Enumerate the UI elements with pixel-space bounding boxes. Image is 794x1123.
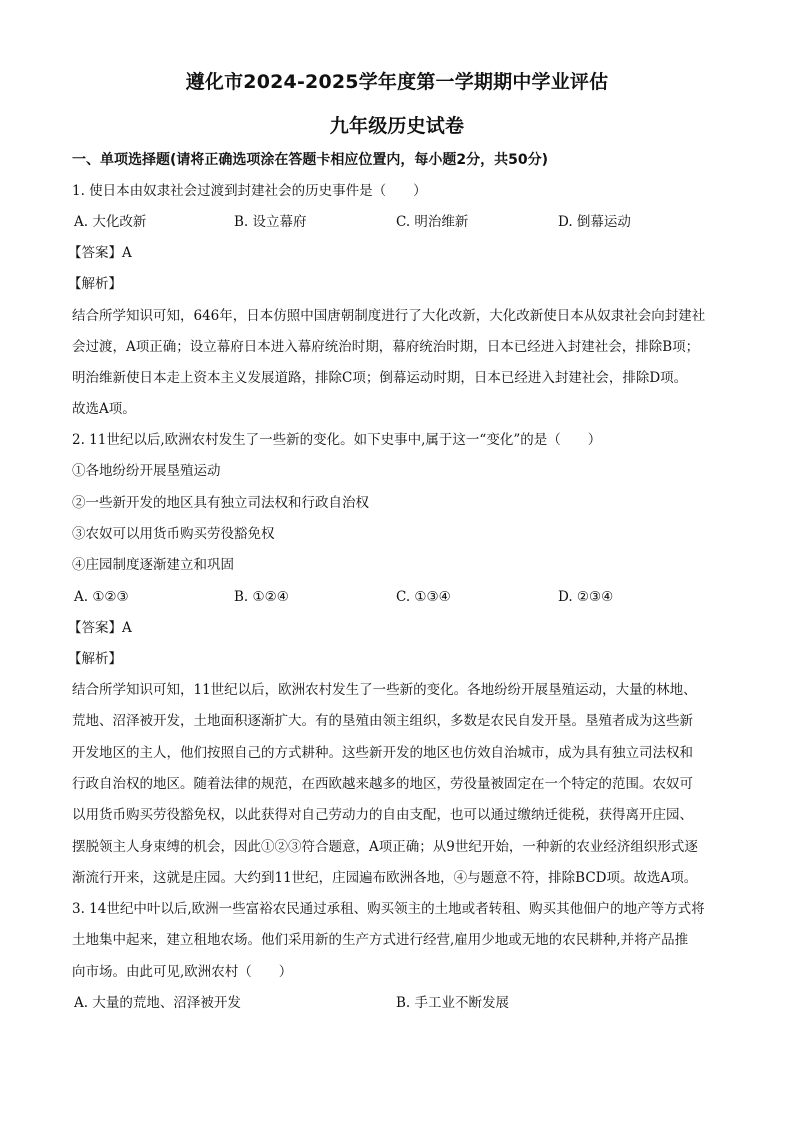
exam-title: 遵化市2024-2025学年度第一学期期中学业评估 — [185, 71, 609, 93]
section-heading: 一、单项选择题(请将正确选项涂在答题卡相应位置内，每小题2分，共50分) — [72, 152, 549, 168]
question-1-stem: 1. 使日本由奴隶社会过渡到封建社会的历史事件是（ ） — [72, 183, 427, 199]
question-1-option-c: C. 明治维新 — [396, 214, 469, 230]
question-1-option-d: D. 倒幕运动 — [558, 214, 631, 230]
question-2-answer: 【答案】A — [68, 620, 132, 636]
question-2-option-b: B. ①②④ — [234, 589, 289, 605]
question-2-analysis-line: 以用货币购买劳役豁免权，以此获得对自己劳动力的自由支配，也可以通过缴纳迁徙税，获得离开庄园、 — [72, 807, 693, 823]
question-2-analysis-line: 行政自治权的地区。随着法律的规范，在西欧越来越多的地区，劳役量被固定在一个特定的范围。农奴可 — [72, 776, 693, 792]
question-2-analysis-line: 渐流行开来，这就是庄园。大约到11世纪，庄园遍布欧洲各地，④与题意不符，排除BCD项。故选A项。 — [72, 870, 698, 886]
question-2-analysis-line: 开发地区的主人，他们按照自己的方式耕种。这些新开发的地区也仿效自治城市，成为具有独立司法权和 — [72, 745, 693, 761]
question-1-analysis-line: 故选A项。 — [72, 401, 136, 417]
question-1-analysis-line: 会过渡，A项正确；设立幕府日本进入幕府统治时期，幕府统治时期，日本已经进入封建社会，排除B项； — [72, 339, 700, 355]
question-3-stem-line: 向市场。由此可见,欧洲农村（ ） — [72, 964, 293, 980]
question-1-analysis-line: 明治维新使日本走上资本主义发展道路，排除C项；倒幕运动时期，日本已经进入封建社会，排除D项。 — [72, 370, 688, 386]
question-2-analysis-line: 摆脱领主人身束缚的机会，因此①②③符合题意，A项正确；从9世纪开始，一种新的农业经济组织形式逐 — [72, 839, 698, 855]
question-2-analysis-line: 荒地、沼泽被开发，土地面积逐渐扩大。有的垦殖由领主组织，多数是农民自发开垦。垦殖者成为这些新 — [72, 713, 693, 729]
question-1-analysis-line: 结合所学知识可知，646年，日本仿照中国唐朝制度进行了大化改新，大化改新使日本从奴隶社会向封建社 — [72, 308, 706, 324]
question-1-analysis-label: 【解析】 — [68, 276, 122, 292]
question-3-option-a: A. 大量的荒地、沼泽被开发 — [74, 995, 241, 1011]
question-2-item: ①各地纷纷开展垦殖运动 — [72, 463, 221, 479]
question-2-option-d: D. ②③④ — [558, 589, 614, 605]
question-1-option-b: B. 设立幕府 — [234, 214, 307, 230]
question-3-option-b: B. 手工业不断发展 — [396, 995, 510, 1011]
question-2-option-a: A. ①②③ — [74, 589, 129, 605]
question-2-option-c: C. ①③④ — [396, 589, 451, 605]
question-1-answer: 【答案】A — [68, 245, 132, 261]
question-2-item: ②一些新开发的地区具有独立司法权和行政自治权 — [72, 495, 369, 511]
question-3-stem-line: 土地集中起来，建立租地农场。他们采用新的生产方式进行经营,雇用少地或无地的农民耕种,并将产品推 — [72, 932, 689, 948]
question-2-stem: 2. 11世纪以后,欧洲农村发生了一些新的变化。如下史事中,属于这一“变化”的是（ ） — [72, 432, 602, 448]
question-2-item: ④庄园制度逐渐建立和巩固 — [72, 557, 234, 573]
exam-subtitle: 九年级历史试卷 — [329, 115, 465, 137]
question-3-stem-line: 3. 14世纪中叶以后,欧洲一些富裕农民通过承租、购买领主的土地或者转租、购买其他佃户的地产等方式将 — [72, 901, 705, 917]
question-2-analysis-label: 【解析】 — [68, 651, 122, 667]
question-2-analysis-line: 结合所学知识可知，11世纪以后，欧洲农村发生了一些新的变化。各地纷纷开展垦殖运动，大量的林地、 — [72, 682, 697, 698]
question-1-option-a: A. 大化改新 — [74, 214, 147, 230]
question-2-item: ③农奴可以用货币购买劳役豁免权 — [72, 526, 275, 542]
